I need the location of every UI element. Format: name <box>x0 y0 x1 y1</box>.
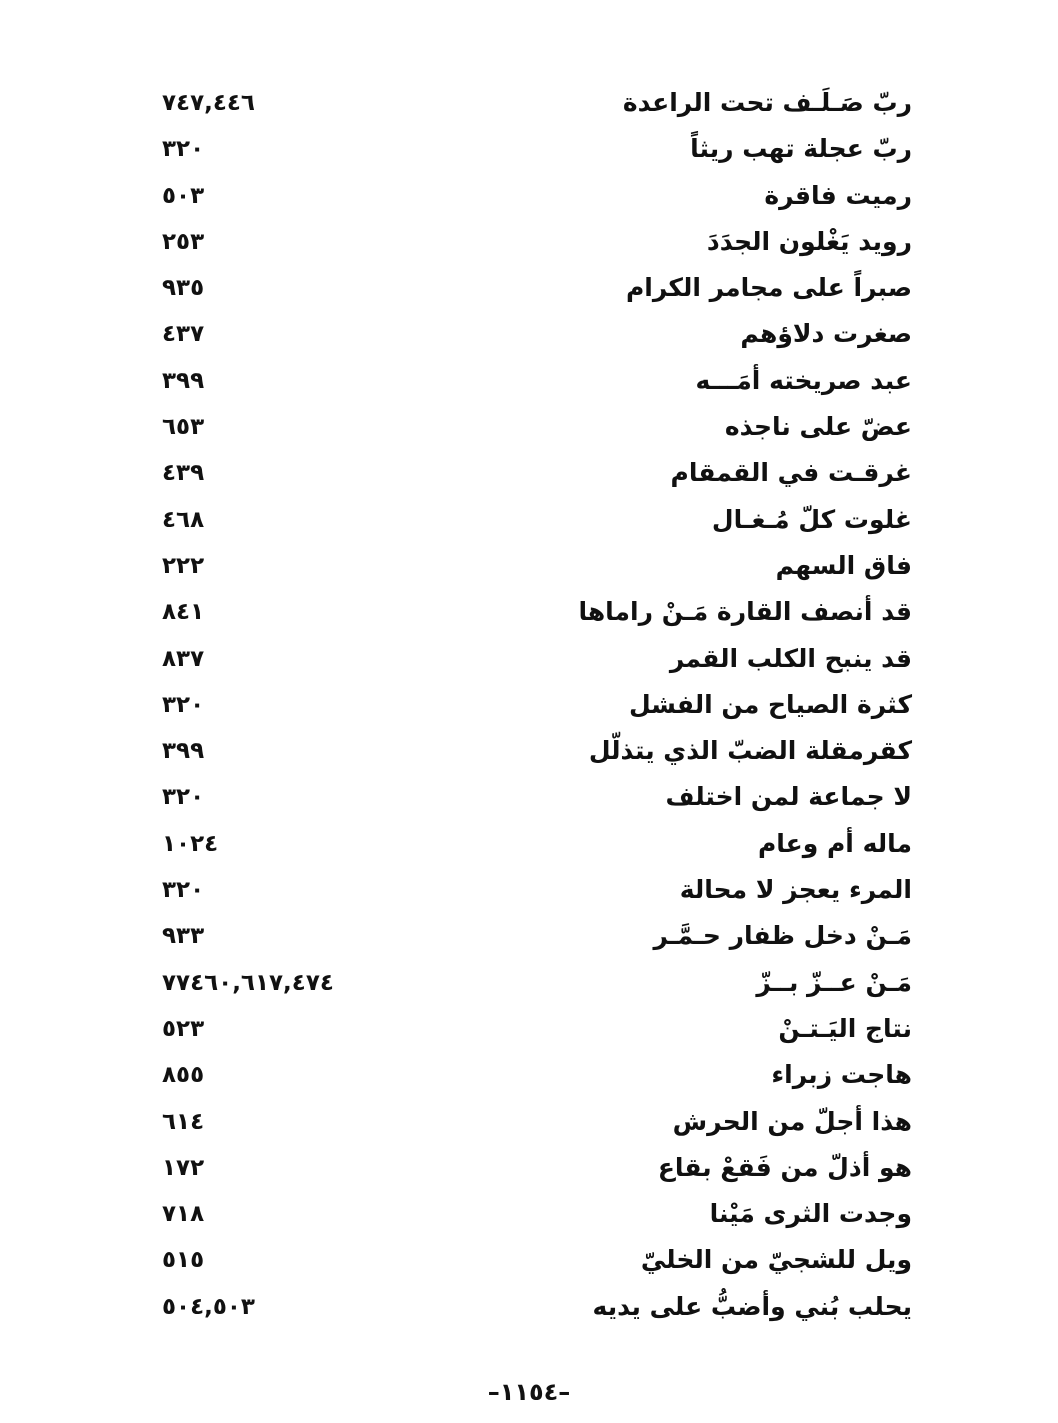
page-references: ٥٠٤,٥٠٣ <box>162 1293 255 1320</box>
proverb-index-list <box>150 82 912 1332</box>
page-references: ٧١٨ <box>162 1201 205 1228</box>
page-references: ٧٧٤٦٠,٦١٧,٤٧٤ <box>162 969 334 996</box>
list-item <box>150 313 912 359</box>
proverb-text: هو أذلّ من فَقعْ بقاع <box>657 1152 912 1182</box>
proverb-text: غرقـت في القمقام <box>670 458 912 488</box>
list-item <box>150 360 912 406</box>
list-item <box>150 638 912 684</box>
proverb-text: مَـنْ دخل ظفار حـمَّـر <box>653 921 912 951</box>
proverb-text: لا جماعة لمن اختلف <box>665 782 912 812</box>
proverb-text: ربّ عجلة تهب ريثاً <box>690 134 912 164</box>
list-item <box>150 267 912 313</box>
proverb-text: غلوت كلّ مُـغـال <box>711 504 912 534</box>
page-references: ٦٥٣ <box>162 414 205 441</box>
proverb-text: يحلب بُني وأضبُّ على يديه <box>592 1291 912 1321</box>
page-references: ٣٢٠ <box>162 136 205 163</box>
page-references: ٧٤٧,٤٤٦ <box>162 90 255 116</box>
proverb-text: صغرت دلاؤهم <box>740 319 912 349</box>
page-references: ٣٢٠ <box>162 877 205 904</box>
list-item <box>150 128 912 174</box>
proverb-text: ويل للشجيّ من الخليّ <box>640 1245 912 1275</box>
page-number: –١١٥٤– <box>487 1378 571 1406</box>
list-item <box>150 452 912 498</box>
page-references: ٤٦٨ <box>162 506 205 533</box>
page-references: ٤٣٩ <box>162 460 205 487</box>
proverb-text: هذا أجلّ من الحرش <box>672 1106 912 1136</box>
proverb-text: صبراً على مجامر الكرام <box>625 273 912 303</box>
list-item <box>150 221 912 267</box>
page-references: ٥٠٣ <box>162 182 205 209</box>
list-item <box>150 175 912 221</box>
proverb-text: كقرمقلة الضبّ الذي يتذلّل <box>588 736 912 766</box>
page-references: ٥١٥ <box>162 1247 205 1274</box>
proverb-text: ربّ صَـلَـف تحت الراعدة <box>622 88 912 117</box>
page-references: ٩٣٥ <box>162 275 205 302</box>
list-item <box>150 1193 912 1239</box>
proverb-text: فاق السهم <box>775 550 912 580</box>
proverb-text: رميت فاقرة <box>764 180 912 210</box>
proverb-text: كثرة الصياح من الفشل <box>628 689 912 719</box>
proverb-text: وجدت الثرى مَيْنا <box>709 1199 912 1229</box>
proverb-text: عبد صريخته أمَـــه <box>695 365 912 395</box>
proverb-text: مَـنْ عــزّ بــزّ <box>756 967 912 997</box>
list-item <box>150 499 912 545</box>
page-references: ٨٥٥ <box>162 1062 205 1089</box>
page-references: ٥٢٣ <box>162 1015 205 1042</box>
list-item <box>150 962 912 1008</box>
page-references: ٤٣٧ <box>162 321 205 348</box>
page-references: ٨٣٧ <box>162 645 205 672</box>
page-references: ٨٤١ <box>162 599 205 626</box>
list-item <box>150 1008 912 1054</box>
proverb-text: قد ينبح الكلب القمر <box>669 643 912 673</box>
page-references: ١٧٢ <box>162 1154 205 1181</box>
page-references: ٣٩٩ <box>162 738 205 765</box>
page-references: ٣٢٠ <box>162 784 205 811</box>
list-item <box>150 1239 912 1285</box>
list-item <box>150 1147 912 1193</box>
page-references: ٣٢٠ <box>162 691 205 718</box>
list-item <box>150 776 912 822</box>
proverb-text: عضّ على ناجذه <box>724 412 912 442</box>
list-item <box>150 869 912 915</box>
list-item <box>150 1286 912 1332</box>
list-item <box>150 915 912 961</box>
page-references: ١٠٢٤ <box>162 830 219 857</box>
proverb-text: نتاج اليَـتـنْ <box>778 1013 912 1043</box>
page-references: ٦١٤ <box>162 1108 205 1135</box>
page-references: ٢٥٣ <box>162 228 205 255</box>
proverb-text: هاجت زبراء <box>771 1060 912 1090</box>
proverb-text: قد أنصف القارة مَـنْ راماها <box>578 597 912 627</box>
list-item <box>150 82 912 128</box>
list-item <box>150 406 912 452</box>
list-item <box>150 1101 912 1147</box>
list-item <box>150 1054 912 1100</box>
page-references: ٣٩٩ <box>162 367 205 394</box>
list-item <box>150 730 912 776</box>
list-item <box>150 684 912 730</box>
list-item <box>150 545 912 591</box>
page-references: ٢٢٢ <box>162 552 205 579</box>
list-item <box>150 591 912 637</box>
proverb-text: المرء يعجز لا محالة <box>679 875 912 905</box>
list-item <box>150 823 912 869</box>
proverb-text: ماله أم وعام <box>757 828 912 858</box>
proverb-text: رويد يَغْلون الجدَدَ <box>706 226 912 256</box>
page-references: ٩٣٣ <box>162 923 205 950</box>
